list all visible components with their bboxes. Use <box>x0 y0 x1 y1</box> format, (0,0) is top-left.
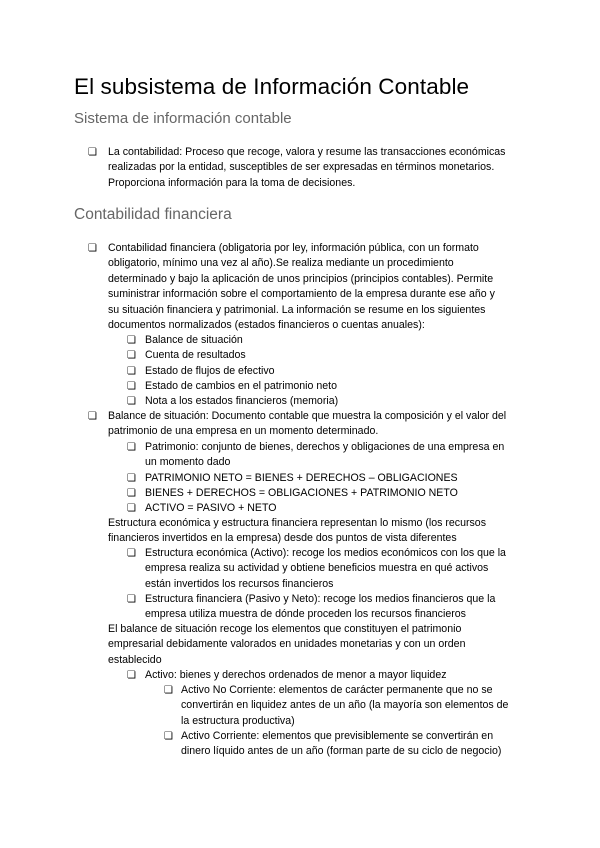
list-item: Estado de flujos de efectivo <box>145 365 275 377</box>
paragraph-contabilidad-financiera: Contabilidad financiera (obligatoria por ley, información pública, con un formato obligatorio, mínimo una vez al año).Se realiza mediante un procedimiento determinado y bajo la aplicación de unos principios (principios contables). Permite suministrar información sobre el comportamiento de la empresa durante ese año y su situación financiera y patrimonial. La información se resume en los siguientes documentos normalizados (estados financieros o cuentas anuales): <box>108 242 495 332</box>
list-item: Cuenta de resultados <box>145 349 246 361</box>
checkbox-bullet-icon: ❏ <box>88 411 97 422</box>
checkbox-bullet-icon: ❏ <box>88 243 97 254</box>
page-title: El subsistema de Información Contable <box>74 74 470 99</box>
checkbox-bullet-icon: ❏ <box>164 685 173 696</box>
list-item-activo: Activo: bienes y derechos ordenados de menor a mayor liquidez <box>145 669 447 681</box>
list-item-estructura-financiera: Estructura financiera (Pasivo y Neto): recoge los medios financieros que la empresa utiliza muestra de dónde proceden los recursos financieros <box>145 593 496 621</box>
equation-bienes-derechos: BIENES + DERECHOS = OBLIGACIONES + PATRIMONIO NETO <box>145 487 458 499</box>
section-heading-sistema: Sistema de información contable <box>74 110 292 127</box>
list-item-activo-no-corriente: Activo No Corriente: elementos de carácter permanente que no se convertirán en liquidez antes de un año (la mayoría son elementos de la estructura productiva) <box>181 684 509 727</box>
checkbox-bullet-icon: ❏ <box>127 396 136 407</box>
checkbox-bullet-icon: ❏ <box>127 335 136 346</box>
list-item: Nota a los estados financieros (memoria) <box>145 395 339 407</box>
paragraph-contabilidad: La contabilidad: Proceso que recoge, valora y resume las transacciones económicas realizadas por la entidad, susceptibles de ser expresadas en términos monetarios. Proporciona información para la toma de decisiones. <box>108 146 506 189</box>
checkbox-bullet-icon: ❏ <box>164 731 173 742</box>
paragraph-balance-elementos: El balance de situación recoge los elementos que constituyen el patrimonio empresarial debidamente valorados en unidades monetarias y con un orden establecido <box>108 623 466 666</box>
equation-activo: ACTIVO = PASIVO + NETO <box>145 502 277 514</box>
paragraph-balance-situacion: Balance de situación: Documento contable que muestra la composición y el valor del patrimonio de una empresa en un momento determinado. <box>108 410 507 438</box>
section-heading-contabilidad-financiera: Contabilidad financiera <box>74 206 232 223</box>
paragraph-estructura: Estructura económica y estructura financiera representan lo mismo (los recursos financieros invertidos en la empresa) desde dos puntos de vista diferentes <box>108 517 486 545</box>
checkbox-bullet-icon: ❏ <box>127 503 136 514</box>
list-item-activo-corriente: Activo Corriente: elementos que previsiblemente se convertirán en dinero líquido antes de un año (forman parte de su ciclo de negocio) <box>181 730 502 758</box>
checkbox-bullet-icon: ❏ <box>127 548 136 559</box>
equation-patrimonio-neto: PATRIMONIO NETO = BIENES + DERECHOS – OBLIGACIONES <box>145 472 458 484</box>
checkbox-bullet-icon: ❏ <box>127 442 136 453</box>
checkbox-bullet-icon: ❏ <box>127 670 136 681</box>
list-item: Estado de cambios en el patrimonio neto <box>145 380 337 392</box>
checkbox-bullet-icon: ❏ <box>127 350 136 361</box>
list-item: Balance de situación <box>145 334 243 346</box>
checkbox-bullet-icon: ❏ <box>127 594 136 605</box>
list-item-patrimonio: Patrimonio: conjunto de bienes, derechos y obligaciones de una empresa en un momento dado <box>145 441 505 469</box>
checkbox-bullet-icon: ❏ <box>127 488 136 499</box>
checkbox-bullet-icon: ❏ <box>127 366 136 377</box>
checkbox-bullet-icon: ❏ <box>127 473 136 484</box>
checkbox-bullet-icon: ❏ <box>127 381 136 392</box>
list-item-estructura-economica: Estructura económica (Activo): recoge los medios económicos con los que la empresa realiza su actividad y obtiene beneficios muestra en qué activos están invertidos los recursos financieros <box>145 547 506 590</box>
checkbox-bullet-icon: ❏ <box>88 147 97 158</box>
